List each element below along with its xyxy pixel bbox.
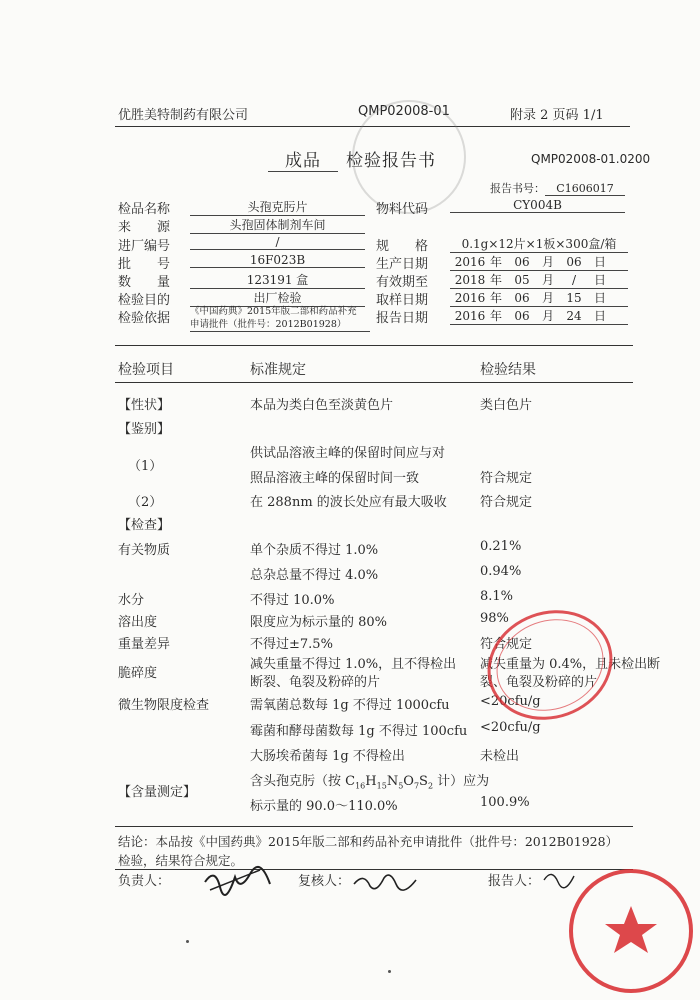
sample-month: 06 [514,291,530,305]
quantity-label: 数 量 [118,275,171,290]
report-no-value: C1606017 [545,182,625,196]
assay-standard-2: 标示量的 90.0～110.0% [250,799,398,814]
expiry-month: 05 [514,273,530,287]
import-no-label: 进厂编号 [118,239,171,254]
scan-dot [186,940,189,943]
report-no-label: 报告书号： [490,182,545,195]
check-item: 【检查】 [118,518,171,533]
assay-standard-1 [250,770,489,791]
assay-formula-sub-1: 16 [355,781,366,791]
sample-date-label: 取样日期 [376,293,429,308]
identification-item: 【鉴别】 [118,422,171,437]
assay-formula-part-c: N [386,774,399,789]
assay-formula-part-d: O [403,774,414,789]
doc-code: QMP02008-01 [358,104,450,119]
assay-item: 【含量测定】 [118,785,197,800]
scan-dot [388,970,391,973]
company-name: 优胜美特制药有限公司 [118,108,249,123]
basis-value [190,305,370,332]
report-month: 06 [514,309,530,323]
weight-variation-standard: 不得过±7.5% [250,637,333,652]
company-seal-icon [566,866,696,996]
prod-year: 2016 [454,255,486,269]
table-header-rule [115,382,633,383]
reporter-label: 报告人： [488,874,541,889]
header-item: 检验项目 [118,362,174,378]
basis-label: 检验依据 [118,311,171,326]
expiry-month-unit: 月 [542,273,555,287]
id2-no: （2） [128,495,163,510]
id1-result: 符合规定 [480,471,533,486]
conclusion-rule [115,826,633,827]
microbial-standard-3: 大肠埃希菌每 1g 不得检出 [250,749,405,764]
prod-date-label: 生产日期 [376,257,429,272]
character-item: 【性状】 [118,398,171,413]
report-year-unit: 年 [490,309,503,323]
assay-formula-part-b: H [365,774,377,789]
reviewer-label: 复核人： [298,874,351,889]
friability-standard-2: 断裂、龟裂及粉碎的片 [250,675,381,690]
basis-line1: 《中国药典》2015年版二部和药品补充 [190,306,357,317]
expiry-label: 有效期至 [376,275,429,290]
source-label: 来 源 [118,220,171,235]
dissolution-result: 98% [480,611,509,626]
prod-day-unit: 日 [594,255,607,269]
friability-item: 脆碎度 [118,666,158,681]
related-substances-item: 有关物质 [118,543,171,558]
purpose-value: 出厂检验 [190,289,365,307]
microbial-result-1: <20cfu/g [480,694,541,709]
material-code-value: CY004B [450,198,625,213]
sample-year: 2016 [454,291,486,305]
related-standard-2: 总杂总量不得过 4.0% [250,568,379,583]
prod-month-unit: 月 [542,255,555,269]
id1-standard-line2: 照品溶液主峰的保留时间一致 [250,471,420,486]
spec-value: 0.1g×12片×1板×300盒/箱 [450,235,628,253]
assay-formula-part-a: 含头孢克肟（按 C [250,774,356,789]
microbial-item: 微生物限度检查 [118,698,210,713]
assay-result: 100.9% [480,795,530,810]
character-result: 类白色片 [480,398,533,413]
related-result-2: 0.94% [480,564,522,579]
friability-result-1: 减失重量为 0.4%，且未检出断 [480,657,661,672]
material-code-label: 物料代码 [376,202,429,217]
report-year: 2016 [454,309,486,323]
microbial-standard-2: 霉菌和酵母菌数每 1g 不得过 100cfu [250,724,468,739]
character-standard: 本品为类白色至淡黄色片 [250,398,394,413]
faint-seal-icon [352,100,466,214]
product-name-label: 检品名称 [118,202,171,217]
assay-formula-sub-2: 15 [376,781,387,791]
responsible-signature [200,862,280,898]
friability-standard-1: 减失重量不得过 1.0%，且不得检出 [250,657,457,672]
assay-formula-part-g: 计）应为 [433,774,490,789]
conclusion-line2: 检验，结果符合规定。 [118,853,244,868]
water-result: 8.1% [480,589,514,604]
expiry-value [450,271,628,289]
report-date-label: 报告日期 [376,311,429,326]
title-main: 检验报告书 [346,151,436,171]
purpose-label: 检验目的 [118,293,171,308]
prod-date-value [450,253,628,271]
reviewer-signature [350,866,420,896]
source-value: 头孢固体制剂车间 [190,216,365,234]
title-doc-code: QMP02008-01.0200 [531,152,651,166]
sample-month-unit: 月 [542,291,555,305]
related-result-1: 0.21% [480,539,522,554]
report-month-unit: 月 [542,309,555,323]
header-result: 检验结果 [480,362,536,378]
id2-result: 符合规定 [480,495,533,510]
id1-no: （1） [128,459,163,474]
basis-line2: 申请批件（批件号：2012B01928） [190,318,370,332]
header-standard: 标准规定 [250,362,306,378]
sample-date-value [450,289,628,307]
quality-seal-icon [480,600,620,730]
dissolution-standard: 限度应为标示量的 80% [250,615,388,630]
sample-day-unit: 日 [594,291,607,305]
prod-day: 06 [566,255,582,269]
page-info: 附录 2 页码 1/1 [510,108,604,123]
product-name-value: 头孢克肟片 [190,198,365,216]
assay-formula-sub-5: 2 [427,781,434,791]
prod-month: 06 [514,255,530,269]
report-day: 24 [566,309,582,323]
friability-result-2: 裂、龟裂及粉碎的片 [480,675,598,690]
expiry-year-unit: 年 [490,273,503,287]
responsible-label: 负责人： [118,874,171,889]
sample-year-unit: 年 [490,291,503,305]
quantity-value: 123191 盒 [190,271,365,289]
assay-formula-sub-3: 5 [398,781,404,791]
expiry-day-unit: 日 [594,273,607,287]
info-rule [115,345,633,346]
dissolution-item: 溶出度 [118,615,158,630]
microbial-result-2: <20cfu/g [480,720,541,735]
prod-year-unit: 年 [490,255,503,269]
water-standard: 不得过 10.0% [250,593,335,608]
conclusion-line1: 结论：本品按《中国药典》2015年版二部和药品补充申请批件（批件号：2012B01928） [118,834,619,849]
report-day-unit: 日 [594,309,607,323]
title-type: 成品 [268,146,338,172]
expiry-year: 2018 [454,273,486,287]
report-date-value [450,307,628,325]
microbial-standard-1: 需氧菌总数每 1g 不得过 1000cfu [250,698,450,713]
expiry-day: / [572,273,577,287]
import-no-value: / [190,235,365,250]
water-item: 水分 [118,593,145,608]
assay-formula-sub-4: 7 [413,781,420,791]
related-standard-1: 单个杂质不得过 1.0% [250,543,379,558]
weight-variation-item: 重量差异 [118,637,171,652]
id2-standard: 在 288nm 的波长处应有最大吸收 [250,495,447,510]
weight-variation-result: 符合规定 [480,637,533,652]
report-no [490,180,625,196]
sample-day: 15 [566,291,582,305]
microbial-result-3: 未检出 [480,749,520,764]
batch-label: 批 号 [118,257,171,272]
id1-standard-line1: 供试品溶液主峰的保留时间应与对 [250,446,446,461]
batch-value: 16F023B [190,253,365,268]
assay-formula-part-e: S [419,774,428,789]
spec-label: 规 格 [376,239,429,254]
